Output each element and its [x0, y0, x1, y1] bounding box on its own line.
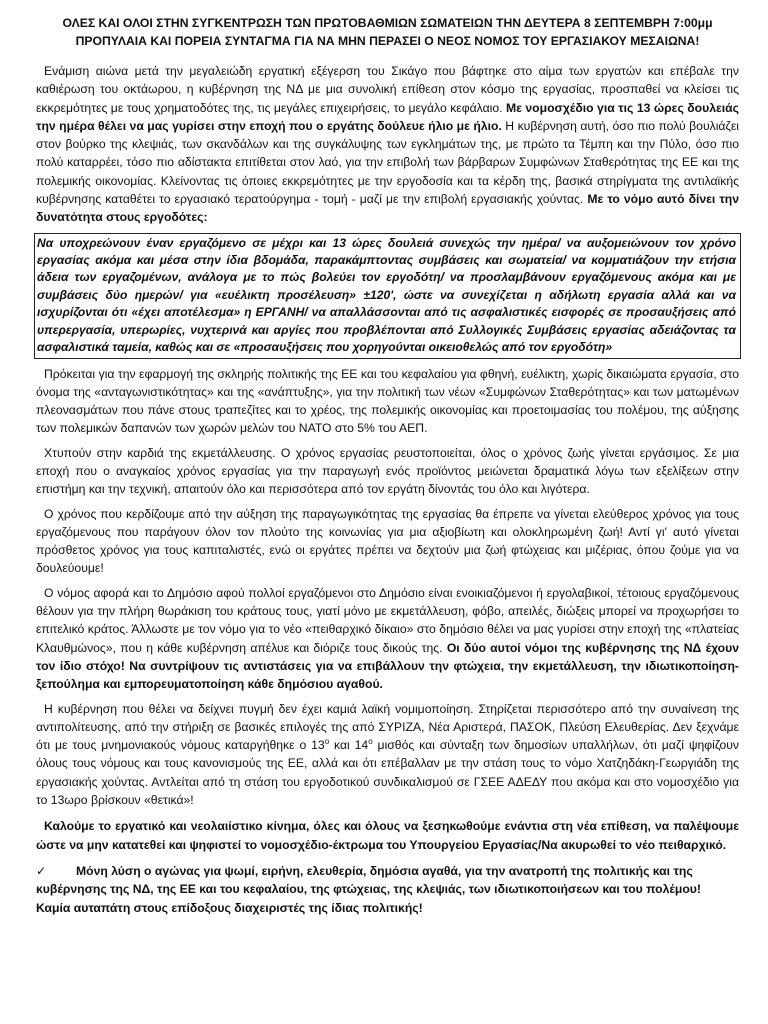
government-paragraph: [36, 700, 739, 810]
closing-slogan: [36, 862, 739, 917]
government-text-c: μισθός και σύνταξη των δημοσίων υπαλλήλων, ότι μαζί ψηφίζουν όλους τους νόμους και τους κανονισμούς της ΕΕ, αλλά και ότι επέβαλλαν με την στάση τους το νόμο Χατζηδάκη-Γεωργιάδη της εργασιακής χούντας. Αντλείται από τη στάση του εργοδοτικού συνδικαλισμού σε ΓΣΕΕ ΑΔΕΔΥ που ακόμα και στο νομοσχέδιο για το 13ωρο βρίσκουν «θετικά»!: [36, 738, 739, 808]
intro-emphasis-13-hours: Με νομοσχέδιο για τις 13 ώρες δουλειάς την ημέρα θέλει να μας γυρίσει στην εποχή που ο εργάτης δούλευε ήλιο με ήλιο.: [36, 100, 739, 133]
call-to-action: Καλούμε το εργατικό και νεολαιίστικο κίνημα, όλες και όλους να ξεσηκωθούμε ενάντια στη νέα επίθεση, να παλέψουμε ώστε να μην κατατεθεί και ψηφιστεί το νομοσχέδιο-έκτρωμα του Υπουργείου Εργασίας/Να ακυρωθεί το νέο πειθαρχικό.: [36, 819, 739, 852]
checkmark-icon: ✓: [36, 863, 47, 878]
closing-slogan-line-2: Καμία αυταπάτη στους επίδοξους διαχειριστές της ίδιας πολιτικής!: [36, 900, 423, 915]
title-line-1: ΟΛΕΣ ΚΑΙ ΟΛΟΙ ΣΤΗΝ ΣΥΓΚΕΝΤΡΩΣΗ ΤΩΝ ΠΡΩΤΟΒΑΘΜΙΩΝ ΣΩΜΑΤΕΙΩΝ ΤΗΝ ΔΕΥΤΕΡΑ 8 ΣΕΠΤΕΜΒΡΗ 7:00μμ: [62, 16, 713, 30]
employer-powers-box: [34, 233, 741, 359]
exploitation-paragraph: Χτυπούν στην καρδιά της εκμετάλλευσης. Ο χρόνος εργασίας ρευστοποιείται, όλος ο χρόνος ζωής γίνεται εργάσιμος. Σε μια εποχή που ο αναγκαίος χρόνος εργασίας για την παραγωγή ενός προϊόντος μειώνεται δραματικά λόγω των εξελίξεων στην επιστήμη και την τεχνική, απαιτούν όλο και περισσότερα από τον εργάτη δίνοντάς του όλο και λιγότερα.: [36, 445, 739, 497]
public-sector-paragraph: [36, 584, 739, 694]
public-sector-text: Ο νόμος αφορά και το Δημόσιο αφού πολλοί εργαζόμενοι στο Δημόσιο είναι ενοικιαζόμενοι ή εργολαβικοί, τέτοιους εργαζόμενους θέλουν για την πλήρη θωράκιση του κράτους τους, γιατί μόνο με εκμετάλλευση, φόβο, απειλές, διώξεις μπορεί να προχωρήσει το επιτελικό κράτος. Άλλωστε με τον νόμο για το νέο «πειθαρχικό δίκαιο» στο δημόσιο θέλει να μας γυρίσει στην εποχή της «πλατείας Κλαυθμώνος», που η κάθε κυβέρνηση απέλυε και διόριζε τους δικούς της.: [36, 585, 739, 655]
government-text-b: και 14: [329, 738, 369, 753]
government-text-a: Η κυβέρνηση που θέλει να δείχνει πυγμή δεν έχει καμιά λαϊκή νομιμοποίηση. Στηρίζεται περισσότερο από την συναίνεση της αντιπολίτευσης, από την στήριξη σε βασικές επιλογές της από ΣΥΡΙΖΑ, Νέα Αριστερά, ΠΑΣΟΚ, Πλεύση Ελευθερίας. Δεν ξεχνάμε ότι με τους μνημονιακούς νόμους καταργήθηκε ο 13: [36, 701, 739, 753]
intro-paragraph: [36, 62, 739, 227]
public-sector-emphasis: Οι δύο αυτοί νόμοι της κυβέρνησης της ΝΔ έχουν τον ίδιο στόχο! Να συντρίψουν τις αντιστάσεις για να επιβάλλουν την φτώχεια, την εκμετάλλευση, την ιδιωτικοποίηση-ξεπούλημα και εμπορευματοποίηση κάθε δημόσιου αγαθού.: [36, 640, 739, 692]
employer-powers-text: Να υποχρεώνουν έναν εργαζόμενο σε μέχρι και 13 ώρες δουλειά συνεχώς την ημέρα/ να αυξομειώνουν τον χρόνο εργασίας ακόμα και μέσα στην ίδια βδομάδα, παρακάμπτοντας συμβάσεις και σωματεία/ να κομματιάζουν την ετήσια άδεια των εργαζομένων, ανάλογα με το πώς βολεύει τον εργοδότη/ να προσλαμβάνουν εργαζόμενους ακόμα και με συμβάσεις δύο ημερών/ για «ευέλικτη προσέλευση» ±120', ώστε να συνεχίζεται η αδήλωτη εργασία αλλά και να ισχυρίζονται ότι «έχει αποτέλεσμα» η ΕΡΓΑΝΗ/ να απαλλάσσονται από τις ασφαλιστικές εισφορές σε προσαυξήσεις από υπερεργασία, υπερωρίες, νυχτερινά και αργίες που προβλέπονται από Συλλογικές Συμβάσεις εργασίας αδειάζοντας τα ασφαλιστικά ταμεία, καθώς και σε «προσαυξήσεις που χορηγούνται οικειοθελώς από τον εργοδότη»: [37, 235, 736, 355]
flyer-page: [36, 14, 739, 917]
title-line-2: ΠΡΟΠΥΛΑΙΑ ΚΑΙ ΠΟΡΕΙΑ ΣΥΝΤΑΓΜΑ ΓΙΑ ΝΑ ΜΗΝ ΠΕΡΑΣΕΙ Ο ΝΕΟΣ ΝΟΜΟΣ ΤΟΥ ΕΡΓΑΣΙΑΚΟΥ ΜΕΣΑΙΩΝΑ!: [75, 34, 700, 48]
productivity-paragraph: Ο χρόνος που κερδίζουμε από την αύξηση της παραγωγικότητας της εργασίας θα έπρεπε να γίνεται ελεύθερος χρόνος για τους εργαζόμενους που παράγουν όλον τον πλούτο της κοινωνίας για μια αξιοβίωτη και ολοκληρωμένη ζωή! Αντί γι' αυτό γίνεται πρόσθετος χρόνος για τους καπιταλιστές, ενώ οι εργάτες πρέπει να δεχτούν μια ζωή φτώχειας και μιζέριας, όπου ζούμε για να δουλεύουμε!: [36, 506, 739, 576]
superscript-13: ο: [324, 737, 330, 747]
flyer-title: [36, 14, 739, 50]
closing-slogan-line-1: Μόνη λύση ο αγώνας για ψωμί, ειρήνη, ελευθερία, δημόσια αγαθά, για την ανατροπή της πολιτικής και της κυβέρνησης της ΝΔ, της ΕΕ και του κεφαλαίου, της φτώχειας, της κλεψιάς, των ιδιωτικοποιήσεων και του πολέμου!: [36, 863, 701, 897]
intro-text-a: Ενάμιση αιώνα μετά την μεγαλειώδη εργατική εξέγερση του Σικάγο που βάφτηκε στο αίμα των εργατών και επέβαλε την καθιέρωση του οκτάωρου, η κυβέρνηση της ΝΔ με μια συνολική επίθεση στον κόσμο της εργασίας, προσπαθεί να κλείσει τις εκκρεμότητες με τους χρηματοδότες της, τις μεγάλες επιχειρήσεις, το μεγάλο κεφάλαιο.: [36, 64, 739, 115]
superscript-14: ο: [368, 737, 373, 747]
intro-emphasis-employers: Με το νόμο αυτό δίνει την δυνατότητα στους εργοδότες:: [36, 192, 739, 225]
intro-text-c: Η κυβέρνηση αυτή, όσο πιο πολύ βουλιάζει στον βούρκο της κλεψιάς, των σκανδάλων και της συγκάλυψης των εγκλημάτων της, με πρώτο τα Τέμπη και την Πύλο, όσο πιο πολύ καταρρέει, τόσο πιο αδίστακτα επιτίθεται στον λαό, για την επιβολή των βάρβαρων Συμφώνων Σταθερότητας της ΕΕ και της πολεμικής οικονομίας. Κλείνοντας τις όποιες εκκρεμότητες με την εργοδοσία και τα κέρδη της, βασικά στηρίγματα της αντιλαϊκής κυβέρνησης καταθέτει το εργασιακό τερατούργημα - τομή - μαζί με την επιβολή εργασιακής χούντας.: [36, 118, 739, 207]
eu-policy-paragraph: Πρόκειται για την εφαρμογή της σκληρής πολιτικής της ΕΕ και του κεφαλαίου για φθηνή, ευέλικτη, χωρίς δικαιώματα εργασία, στο όνομα της «ανταγωνιστικότητας» και της «ανάπτυξης», για την πολιτική των νέων «Συμφώνων Σταθερότητας» και των ματωμένων πλεονασμάτων που πάνε στους τραπεζίτες και το χρέος, της πολεμικής οικονομίας και προετοιμασίας του πολέμου, της αύξησης των πολεμικών δαπανών των χωρών μελών του ΝΑΤΟ στο 5% του ΑΕΠ.: [36, 366, 739, 436]
